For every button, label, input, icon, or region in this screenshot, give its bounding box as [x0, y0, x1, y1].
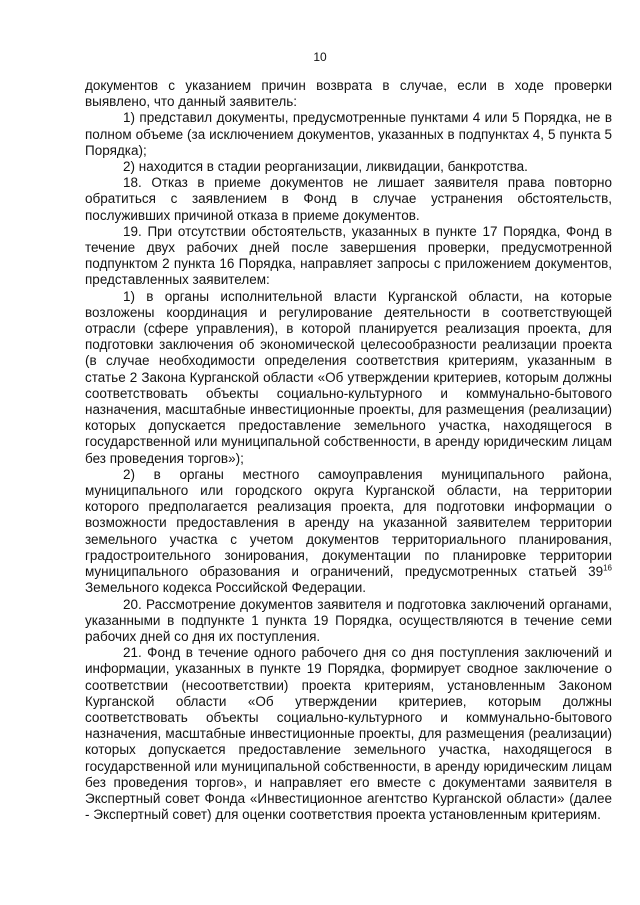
paragraph-19: 19. При отсутствии обстоятельств, указанных в пункте 17 Порядка, Фонд в течение двух рабочих дней после завершения проверки, предусмотренной подпунктом 2 пункта 16 Порядка, направляет запросы с приложением документов, представленных заявителем:: [85, 223, 612, 288]
paragraph-19-item-1: 1) в органы исполнительной власти Курганской области, на которые возложены координация и регулирование деятельности в соответствующей отрасли (сфере управления), в которой планируется реализация проекта, для подготовки заключения об экономической целесообразности реализации проекта (в случае необходимости определения соответствия критериям, указанным в статье 2 Закона Курганской области «Об утверждении критериев, которым должны соответствовать объекты социально-культурного и коммунально-бытового назначения, масштабные инвестиционные проекты, для размещения (реализации) которых допускается предоставление земельного участка, находящегося в государственной или муниципальной собственности, в аренду юридическим лицам без проведения торгов»);: [85, 288, 612, 466]
paragraph-18: 18. Отказ в приеме документов не лишает заявителя права повторно обратиться с заявлением в Фонд в случае устранения обстоятельств, послуживших причиной отказа в приеме документов.: [85, 175, 612, 223]
paragraph-continuation: документов с указанием причин возврата в случае, если в ходе проверки выявлено, что данный заявитель:: [85, 78, 612, 110]
paragraph-19-item-2: [85, 467, 612, 597]
document-body: [85, 78, 612, 823]
paragraph-19-item-2-tail: Земельного кодекса Российской Федерации.: [85, 580, 367, 596]
page-number: 10: [313, 50, 327, 64]
paragraph-item-1: 1) представил документы, предусмотренные пунктами 4 или 5 Порядка, не в полном объеме (за исключением документов, указанных в подпунктах 4, 5 пункта 5 Порядка);: [85, 110, 612, 158]
paragraph-20: 20. Рассмотрение документов заявителя и подготовка заключений органами, указанными в подпункте 1 пункта 19 Порядка, осуществляются в течение семи рабочих дней со дня их поступления.: [85, 596, 612, 644]
paragraph-19-item-2-text: 2) в органы местного самоуправления муниципального района, муниципального или городского округа Курганской области, на территории которого предполагается реализация проекта, для подготовки информации о возможности предоставления в аренду на указанной заявителем территории земельного участка с учетом документов территориального планирования, градостроительного зонирования, документации по планировке территории муниципального образования и ограничений, предусмотренных статьей 39: [85, 466, 612, 580]
article-superscript: 16: [603, 563, 612, 573]
paragraph-21: 21. Фонд в течение одного рабочего дня со дня поступления заключений и информации, указанных в пункте 19 Порядка, формирует сводное заключение о соответствии (несоответствии) проекта критериям, установленным Законом Курганской области «Об утверждении критериев, которым должны соответствовать объекты социально-культурного и коммунально-бытового назначения, масштабные инвестиционные проекты, для размещения (реализации) которых допускается предоставление земельного участка, находящегося в государственной или муниципальной собственности, в аренду юридическим лицам без проведения торгов», и направляет его вместе с документами заявителя в Экспертный совет Фонда «Инвестиционное агентство Курганской области» (далее - Экспертный совет) для оценки соответствия проекта установленным критериям.: [85, 645, 612, 823]
paragraph-item-2: 2) находится в стадии реорганизации, ликвидации, банкротства.: [123, 159, 528, 175]
